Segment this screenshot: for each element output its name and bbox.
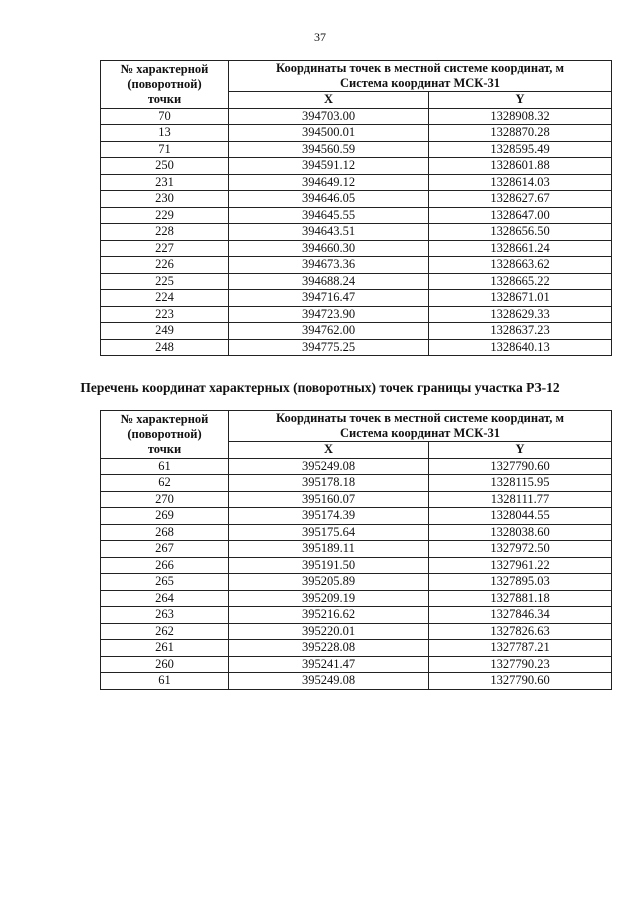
table-row: [101, 557, 612, 574]
y-coordinate-cell: 1327790.60: [429, 458, 612, 475]
x-coordinate-cell: 394762.00: [229, 323, 429, 340]
table-row: [101, 257, 612, 274]
table-row: [101, 508, 612, 525]
table-row: [101, 656, 612, 673]
y-coordinate-cell: 1328647.00: [429, 207, 612, 224]
y-column-header: Y: [429, 92, 612, 109]
x-coordinate-cell: 394703.00: [229, 108, 429, 125]
y-coordinate-cell: 1328601.88: [429, 158, 612, 175]
point-number-cell: 269: [101, 508, 229, 525]
y-coordinate-cell: 1328671.01: [429, 290, 612, 307]
point-number-header-line-2: (поворотной): [127, 76, 202, 91]
point-number-cell: 250: [101, 158, 229, 175]
y-coordinate-cell: 1328637.23: [429, 323, 612, 340]
y-coordinate-cell: 1328661.24: [429, 240, 612, 257]
point-number-cell: 262: [101, 623, 229, 640]
point-number-cell: 13: [101, 125, 229, 142]
table-row: [101, 273, 612, 290]
point-number-cell: 224: [101, 290, 229, 307]
coordinate-system-label: Система координат МСК-31: [339, 426, 501, 440]
x-coordinate-cell: 395241.47: [229, 656, 429, 673]
table-row: [101, 323, 612, 340]
coordinates-table-1: [100, 60, 612, 356]
table-row: [101, 224, 612, 241]
y-coordinate-cell: 1327881.18: [429, 590, 612, 607]
x-coordinate-cell: 394673.36: [229, 257, 429, 274]
point-number-cell: 227: [101, 240, 229, 257]
y-coordinate-cell: 1328663.62: [429, 257, 612, 274]
table-body: [101, 108, 612, 356]
point-number-header-line-1: № характерной: [120, 411, 209, 426]
point-number-cell: 270: [101, 491, 229, 508]
point-number-cell: 223: [101, 306, 229, 323]
y-column-header: Y: [429, 442, 612, 459]
y-coordinate-cell: 1328038.60: [429, 524, 612, 541]
y-coordinate-cell: 1327790.23: [429, 656, 612, 673]
point-number-cell: 70: [101, 108, 229, 125]
point-number-cell: 62: [101, 475, 229, 492]
y-coordinate-cell: 1328044.55: [429, 508, 612, 525]
x-coordinate-cell: 394643.51: [229, 224, 429, 241]
point-number-cell: 225: [101, 273, 229, 290]
table-row: [101, 673, 612, 690]
y-coordinate-cell: 1328665.22: [429, 273, 612, 290]
y-coordinate-cell: 1327826.63: [429, 623, 612, 640]
point-number-cell: 226: [101, 257, 229, 274]
x-coordinate-cell: 395220.01: [229, 623, 429, 640]
y-coordinate-cell: 1327961.22: [429, 557, 612, 574]
table-row: [101, 125, 612, 142]
table-row: [101, 207, 612, 224]
table-row: [101, 475, 612, 492]
y-coordinate-cell: 1328640.13: [429, 339, 612, 356]
x-coordinate-cell: 394500.01: [229, 125, 429, 142]
x-coordinate-cell: 395178.18: [229, 475, 429, 492]
point-number-cell: 266: [101, 557, 229, 574]
point-number-cell: 228: [101, 224, 229, 241]
coordinates-header: [229, 411, 612, 442]
page-number: 37: [314, 30, 326, 44]
point-number-header-line-3: точки: [147, 441, 182, 456]
y-coordinate-cell: 1328115.95: [429, 475, 612, 492]
y-coordinate-cell: 1328870.28: [429, 125, 612, 142]
point-number-cell: 261: [101, 640, 229, 657]
point-number-cell: 248: [101, 339, 229, 356]
x-coordinate-cell: 395228.08: [229, 640, 429, 657]
x-coordinate-cell: 395205.89: [229, 574, 429, 591]
table-row: [101, 458, 612, 475]
x-coordinate-cell: 395216.62: [229, 607, 429, 624]
coordinates-header: [229, 61, 612, 92]
table-row: [101, 491, 612, 508]
x-coordinate-cell: 395160.07: [229, 491, 429, 508]
table-row: [101, 590, 612, 607]
x-coordinate-cell: 394723.90: [229, 306, 429, 323]
table-row: [101, 108, 612, 125]
x-coordinate-cell: 394716.47: [229, 290, 429, 307]
point-number-cell: 263: [101, 607, 229, 624]
table-row: [101, 290, 612, 307]
point-number-cell: 229: [101, 207, 229, 224]
point-number-cell: 264: [101, 590, 229, 607]
x-coordinate-cell: 395209.19: [229, 590, 429, 607]
x-coordinate-cell: 394775.25: [229, 339, 429, 356]
x-coordinate-cell: 395189.11: [229, 541, 429, 558]
table-row: [101, 191, 612, 208]
table-row: [101, 640, 612, 657]
y-coordinate-cell: 1327787.21: [429, 640, 612, 657]
point-number-cell: 249: [101, 323, 229, 340]
x-coordinate-cell: 394649.12: [229, 174, 429, 191]
point-number-cell: 61: [101, 673, 229, 690]
table-row: [101, 240, 612, 257]
coordinates-table-2: [100, 410, 612, 690]
point-number-cell: 61: [101, 458, 229, 475]
point-number-cell: 260: [101, 656, 229, 673]
point-number-cell: 71: [101, 141, 229, 158]
x-coordinate-cell: 394645.55: [229, 207, 429, 224]
y-coordinate-cell: 1328614.03: [429, 174, 612, 191]
x-coordinate-cell: 395174.39: [229, 508, 429, 525]
x-coordinate-cell: 394660.30: [229, 240, 429, 257]
point-number-header: [101, 61, 229, 109]
point-number-header-line-1: № характерной: [120, 61, 209, 76]
point-number-cell: 267: [101, 541, 229, 558]
section-caption: Перечень координат характерных (поворотных) точек границы участка РЗ-12: [80, 380, 560, 395]
x-coordinate-cell: 394591.12: [229, 158, 429, 175]
point-number-header-line-2: (поворотной): [127, 426, 202, 441]
coordinates-header-title: Координаты точек в местной системе координат, м: [276, 61, 564, 75]
table-row: [101, 541, 612, 558]
y-coordinate-cell: 1328656.50: [429, 224, 612, 241]
x-coordinate-cell: 395175.64: [229, 524, 429, 541]
point-number-cell: 230: [101, 191, 229, 208]
y-coordinate-cell: 1328595.49: [429, 141, 612, 158]
y-coordinate-cell: 1327846.34: [429, 607, 612, 624]
point-number-cell: 231: [101, 174, 229, 191]
x-column-header: X: [229, 92, 429, 109]
y-coordinate-cell: 1327790.60: [429, 673, 612, 690]
coordinate-system-label: Система координат МСК-31: [339, 76, 501, 90]
point-number-header-line-3: точки: [147, 91, 182, 106]
x-coordinate-cell: 394646.05: [229, 191, 429, 208]
y-coordinate-cell: 1328629.33: [429, 306, 612, 323]
y-coordinate-cell: 1327972.50: [429, 541, 612, 558]
x-coordinate-cell: 394560.59: [229, 141, 429, 158]
table-row: [101, 174, 612, 191]
table-row: [101, 524, 612, 541]
point-number-header: [101, 411, 229, 459]
table-row: [101, 306, 612, 323]
table-body: [101, 458, 612, 689]
x-coordinate-cell: 395249.08: [229, 458, 429, 475]
coordinates-header-title: Координаты точек в местной системе координат, м: [276, 411, 564, 425]
table-row: [101, 141, 612, 158]
x-column-header: X: [229, 442, 429, 459]
table-row: [101, 623, 612, 640]
table-row: [101, 339, 612, 356]
y-coordinate-cell: 1328111.77: [429, 491, 612, 508]
x-coordinate-cell: 395249.08: [229, 673, 429, 690]
table-row: [101, 574, 612, 591]
point-number-cell: 268: [101, 524, 229, 541]
table-row: [101, 607, 612, 624]
y-coordinate-cell: 1327895.03: [429, 574, 612, 591]
x-coordinate-cell: 394688.24: [229, 273, 429, 290]
table-row: [101, 158, 612, 175]
x-coordinate-cell: 395191.50: [229, 557, 429, 574]
y-coordinate-cell: 1328627.67: [429, 191, 612, 208]
y-coordinate-cell: 1328908.32: [429, 108, 612, 125]
point-number-cell: 265: [101, 574, 229, 591]
